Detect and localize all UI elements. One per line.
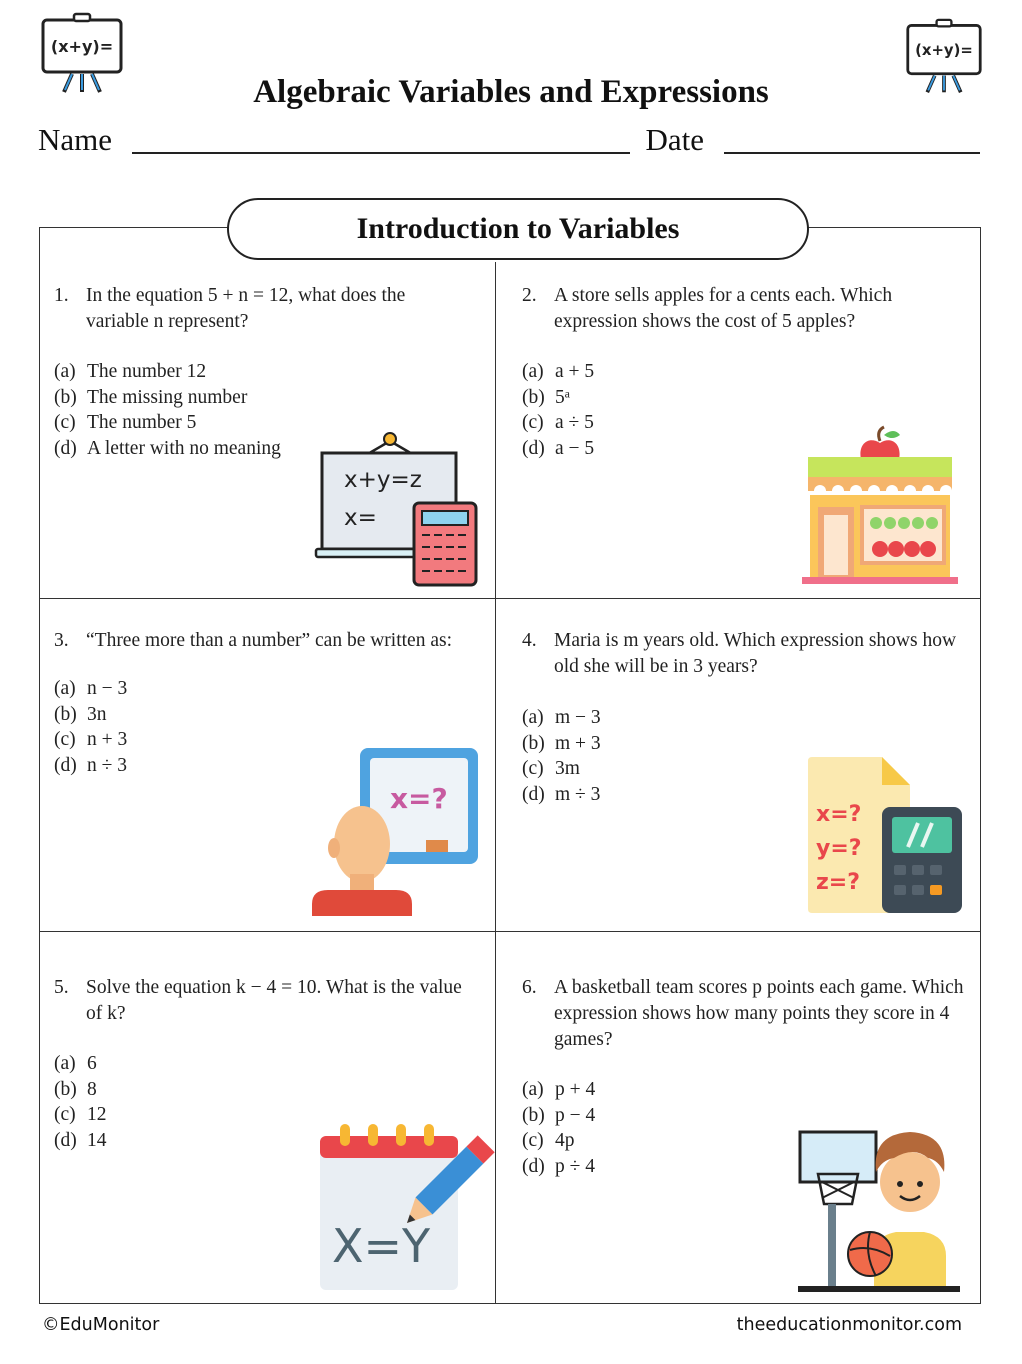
option-c: (c) n + 3 <box>54 729 128 751</box>
option-b: (b) m + 3 <box>522 732 601 754</box>
option-b: (b) p − 4 <box>522 1104 596 1126</box>
svg-text:x=?: x=? <box>816 802 862 827</box>
question-text: A store sells apples for a cents each. Which expression shows the cost of 5 apples? <box>554 285 893 332</box>
question-3-options <box>54 676 127 779</box>
worksheet-title: Algebraic Variables and Expressions <box>253 74 769 110</box>
svg-text:y=?: y=? <box>816 836 862 861</box>
name-field-line[interactable] <box>132 124 630 154</box>
question-1 <box>54 283 464 335</box>
option-d: (d) m ÷ 3 <box>522 784 601 806</box>
option-a: (a) The number 12 <box>54 361 207 382</box>
website-link[interactable]: theeducationmonitor.com <box>736 1315 962 1335</box>
question-number: 3. <box>54 630 69 651</box>
date-label: Date <box>645 122 705 157</box>
option-c: (c) The number 5 <box>54 412 197 434</box>
name-label: Name <box>38 122 113 157</box>
question-text: “Three more than a number” can be written as: <box>86 630 452 651</box>
question-1-options <box>54 359 281 462</box>
svg-text:x+y=z: x+y=z <box>344 467 422 493</box>
option-b: (b) 3n <box>54 703 107 725</box>
question-4 <box>522 628 962 680</box>
copyright-text: ©EduMonitor <box>42 1315 160 1335</box>
svg-text:x=?: x=? <box>390 782 448 815</box>
option-c: (c) 12 <box>54 1104 107 1126</box>
question-2 <box>522 283 952 335</box>
svg-text:X=Y: X=Y <box>332 1219 431 1273</box>
option-b: (b) The missing number <box>54 386 248 408</box>
option-d: (d) n ÷ 3 <box>54 755 127 777</box>
question-number: 1. <box>54 285 69 306</box>
option-a: (a) a + 5 <box>522 361 595 382</box>
option-d: (d) a − 5 <box>522 438 595 460</box>
question-text: A basketball team scores p points each game. Which expression shows how many points they score in 4 games? <box>554 977 964 1050</box>
question-text: In the equation 5 + n = 12, what does the variable n represent? <box>86 285 406 332</box>
grid-divider-row1 <box>39 598 981 599</box>
svg-text:z=?: z=? <box>816 870 860 895</box>
option-b: (b) 8 <box>54 1078 97 1100</box>
question-number: 6. <box>522 977 537 998</box>
question-2-options <box>522 359 594 462</box>
svg-text:(x+y)=: (x+y)= <box>50 37 114 56</box>
option-d: (d) 14 <box>54 1130 107 1152</box>
question-number: 4. <box>522 630 537 651</box>
question-5-options <box>54 1051 107 1154</box>
option-a: (a) n − 3 <box>54 678 128 699</box>
question-6 <box>522 975 967 1053</box>
grid-divider-row2 <box>39 931 981 932</box>
option-d: (d) p ÷ 4 <box>522 1156 595 1178</box>
svg-text:(x+y)=: (x+y)= <box>915 41 973 60</box>
question-text: Maria is m years old. Which expression shows how old she will be in 3 years? <box>554 630 957 677</box>
option-c: (c) a ÷ 5 <box>522 412 594 434</box>
question-6-options <box>522 1077 595 1180</box>
question-number: 5. <box>54 977 69 998</box>
option-d: (d) A letter with no meaning <box>54 438 281 460</box>
name-date-row <box>38 122 980 158</box>
option-c: (c) 3m <box>522 758 580 780</box>
option-b: (b) 5ᵃ <box>522 386 571 408</box>
grid-divider-vertical <box>495 262 496 1304</box>
option-a: (a) m − 3 <box>522 707 601 728</box>
svg-text:x=: x= <box>344 505 377 531</box>
question-5 <box>54 975 464 1027</box>
question-3 <box>54 628 484 654</box>
question-4-options <box>522 705 601 808</box>
section-title: Introduction to Variables <box>227 198 809 260</box>
option-a: (a) 6 <box>54 1053 97 1074</box>
question-text: Solve the equation k − 4 = 10. What is the value of k? <box>86 977 462 1024</box>
date-field-line[interactable] <box>724 124 980 154</box>
option-a: (a) p + 4 <box>522 1079 596 1100</box>
option-c: (c) 4p <box>522 1130 575 1152</box>
question-number: 2. <box>522 285 537 306</box>
